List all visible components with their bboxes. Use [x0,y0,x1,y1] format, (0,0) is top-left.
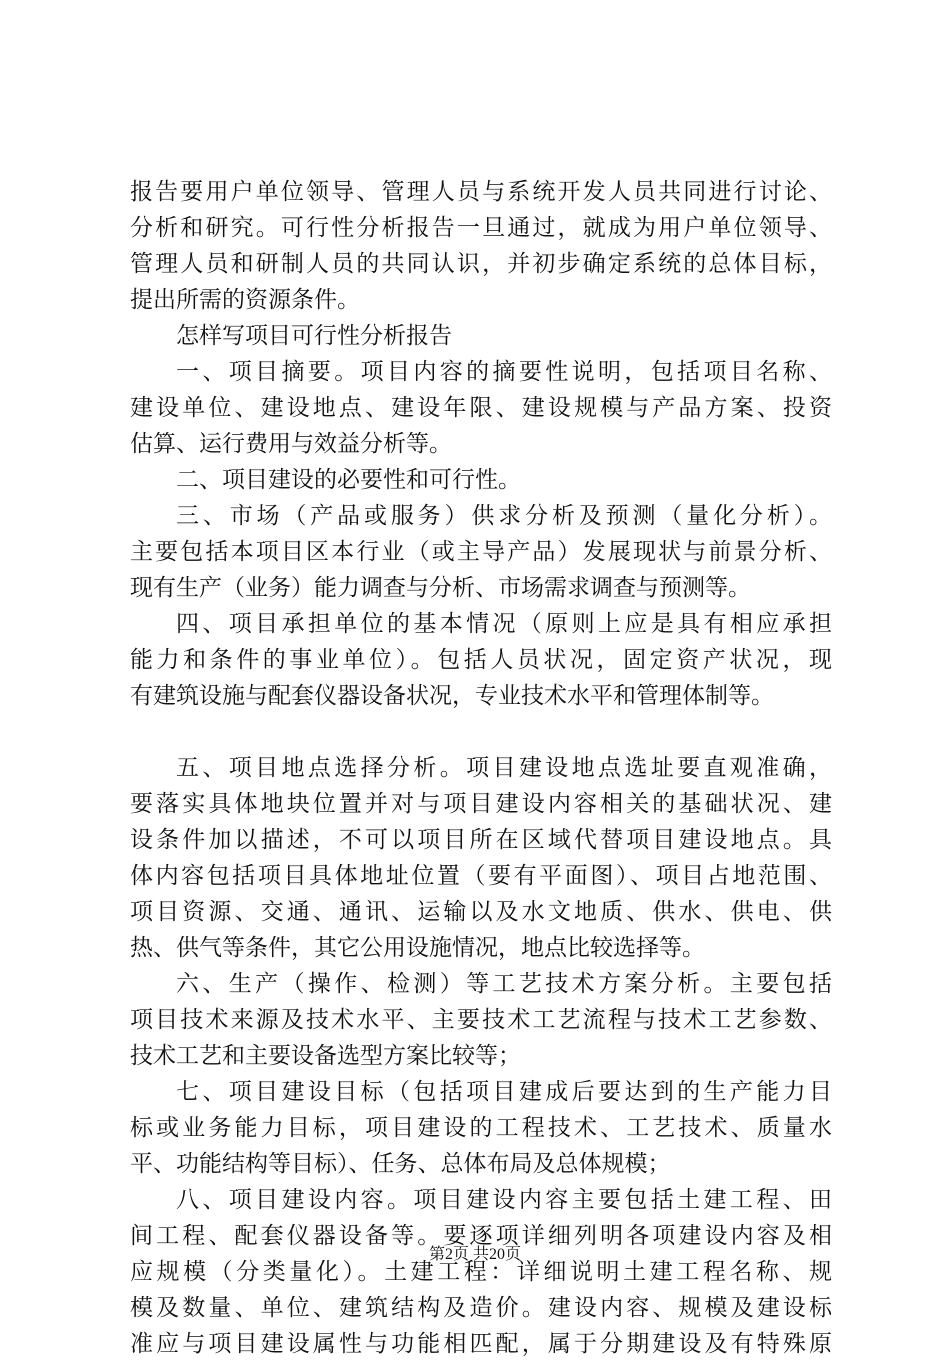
text-line: 平、功能结构等目标）、任务、总体布局及总体规模； [130,1151,671,1177]
text-line: 设条件加以描述，不可以项目所在区域代替项目建设地点。具 [130,827,832,853]
text-line: 报告要用户单位领导、管理人员与系统开发人员共同进行讨论、 [130,179,832,205]
text-line: 项目资源、交通、通讯、运输以及水文地质、供水、供电、供 [130,899,832,925]
text-line: 准应与项目建设属性与功能相匹配，属于分期建设及有特殊原 [130,1331,832,1357]
text-line: 能力和条件的事业单位）。包括人员状况，固定资产状况，现 [130,647,832,673]
text-line: 要落实具体地块位置并对与项目建设内容相关的基础状况、建 [130,791,832,817]
text-line: 热、供气等条件，其它公用设施情况，地点比较选择等。 [130,935,705,961]
text-line: 二、项目建设的必要性和可行性。 [176,467,521,493]
text-line: 三、市场（产品或服务）供求分析及预测（量化分析）。 [176,503,832,529]
text-line: 主要包括本项目区本行业（或主导产品）发展现状与前景分析、 [130,539,832,565]
text-line: 管理人员和研制人员的共同认识，并初步确定系统的总体目标， [130,251,832,277]
text-line: 标或业务能力目标，项目建设的工程技术、工艺技术、质量水 [130,1115,832,1141]
text-line: 四、项目承担单位的基本情况（原则上应是具有相应承担 [176,611,832,637]
text-line: 六、生产（操作、检测）等工艺技术方案分析。主要包括 [176,971,832,997]
text-line: 分析和研究。可行性分析报告一旦通过，就成为用户单位领导、 [130,215,832,241]
text-line: 五、项目地点选择分析。项目建设地点选址要直观准确， [176,755,832,781]
text-line: 项目技术来源及技术水平、主要技术工艺流程与技术工艺参数、 [130,1007,832,1033]
paragraph-spacer [130,714,832,750]
page-footer: 第2页 共20页 [428,1246,521,1263]
text-line: 一、项目摘要。项目内容的摘要性说明，包括项目名称、 [176,359,832,385]
text-line: 八、项目建设内容。项目建设内容主要包括土建工程、田 [176,1187,832,1213]
text-line: 体内容包括项目具体地址位置（要有平面图）、项目占地范围、 [130,863,832,889]
section-heading: 怎样写项目可行性分析报告 [176,323,452,349]
text-line: 估算、运行费用与效益分析等。 [130,431,452,457]
text-line: 现有生产（业务）能力调查与分析、市场需求调查与预测等。 [130,575,751,601]
text-line: 技术工艺和主要设备选型方案比较等； [130,1043,521,1069]
text-line: 有建筑设施与配套仪器设备状况，专业技术水平和管理体制等。 [130,683,774,709]
text-line: 七、项目建设目标（包括项目建成后要达到的生产能力目 [176,1079,832,1105]
text-line: 提出所需的资源条件。 [130,287,360,313]
text-line: 模及数量、单位、建筑结构及造价。建设内容、规模及建设标 [130,1295,832,1321]
text-line: 间工程、配套仪器设备等。要逐项详细列明各项建设内容及相 [130,1223,832,1249]
text-line: 建设单位、建设地点、建设年限、建设规模与产品方案、投资 [130,395,832,421]
text-line: 应规模（分类量化）。土建工程：详细说明土建工程名称、规 [130,1259,832,1285]
document-body [130,174,832,1362]
